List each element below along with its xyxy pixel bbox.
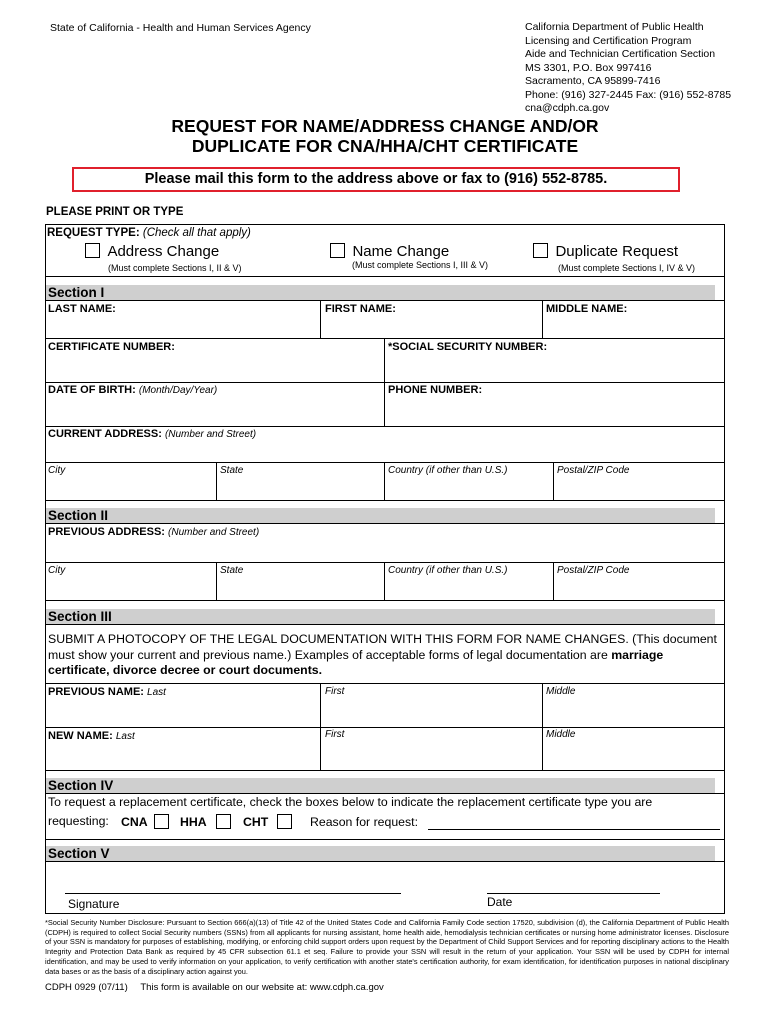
city-field[interactable] — [48, 478, 213, 498]
phone-field[interactable] — [388, 400, 720, 424]
new-first-label: First — [325, 729, 345, 740]
new-first-field[interactable] — [325, 746, 538, 768]
address-change-checkbox[interactable] — [85, 243, 100, 258]
state-field[interactable] — [220, 478, 380, 498]
instructions-text: SUBMIT A PHOTOCOPY OF THE LEGAL DOCUMENTATION WITH THIS FORM FOR NAME CHANGES. (This document must show your current and previous name.) Examples of acceptable forms of legal documentation are — [48, 632, 717, 662]
signature-label: Signature — [68, 897, 120, 911]
prev-state-field[interactable] — [220, 578, 380, 598]
section-5-header: Section V — [45, 846, 715, 861]
cht-label: CHT — [243, 815, 269, 829]
duplicate-request-checkbox[interactable] — [533, 243, 548, 258]
last-name-field[interactable] — [48, 316, 316, 336]
prev-zip-label: Postal/ZIP Code — [557, 565, 630, 576]
new-last-field[interactable] — [48, 746, 316, 768]
dept-line: Sacramento, CA 95899-7416 — [525, 75, 661, 87]
new-middle-field[interactable] — [546, 746, 720, 768]
dept-line: Phone: (916) 327-2445 Fax: (916) 552-8785 — [525, 88, 732, 101]
ssn-field[interactable] — [388, 356, 720, 380]
hha-checkbox[interactable] — [216, 814, 231, 829]
instructions-emphasis: marriage certificate, divorce decree or court documents. — [48, 647, 664, 677]
current-address-field[interactable] — [48, 443, 720, 461]
previous-first-label: First — [325, 686, 345, 697]
request-type-hint: (Check all that apply) — [142, 227, 251, 239]
form-footer — [45, 982, 384, 993]
duplicate-request-note: (Must complete Sections I, IV & V) — [558, 263, 696, 273]
print-instruction: PLEASE PRINT OR TYPE — [46, 206, 184, 218]
dept-line: Aide and Technician Certification Section — [525, 48, 716, 60]
current-address-title: CURRENT ADDRESS: — [48, 428, 162, 440]
signature-field[interactable] — [65, 870, 401, 894]
date-label: Date — [487, 895, 513, 909]
previous-name-label — [48, 686, 166, 698]
agency-name: State of California - Health and Human Services Agency — [50, 22, 311, 34]
duplicate-request-label: Duplicate Request — [555, 243, 679, 260]
ssn-disclosure: *Social Security Number Disclosure: Pursuant to Section 666(a)(13) of Title 42 of the United States Code and California Family Code section 17520, subdivision (d), the California Department of Public Health (CDPH) is required to collect Social Security numbers (SSNs) from all applicants for nursing assistant, home health aide, hemodialysis technician certificates or nursing home administrator licenses. Disclosure of your SSN is mandatory for purposes of establishing, modifying, or enforcing child support orders upon request by the Department of Child Support Services and for reporting disciplinary actions to the Health Integrity and Protection Data Bank as required by 45 CFR subsection 61.1 et seq. Failure to provide your SSN will result in the return of your application. Your SSN will be used by CDPH for internal identification, and may be used to verify information on your application, to verify certification with another state's certification authority, for exam identification, for identification purposes in national disciplinary data bases or as the basis of a disciplinary action against you. — [45, 918, 729, 976]
address-change-option[interactable] — [85, 243, 219, 263]
current-address-label — [48, 428, 256, 440]
mail-notice: Please mail this form to the address above or fax to (916) 552-8785. — [72, 167, 680, 192]
section-3-instructions — [48, 632, 720, 679]
name-change-note: (Must complete Sections I, III & V) — [352, 260, 489, 270]
dept-line: California Department of Public Health — [525, 21, 704, 33]
hha-label: HHA — [180, 815, 207, 829]
name-change-checkbox[interactable] — [330, 243, 345, 258]
first-name-label: FIRST NAME: — [325, 303, 396, 315]
prev-country-label: Country (if other than U.S.) — [388, 565, 508, 576]
request-type-label — [47, 227, 251, 239]
first-name-field[interactable] — [325, 316, 538, 336]
current-address-hint: (Number and Street) — [164, 429, 257, 440]
section-1-header: Section I — [45, 285, 715, 300]
section-4-instructions: To request a replacement certificate, check the boxes below to indicate the replacement certificate type you are — [48, 795, 653, 809]
certificate-number-label: CERTIFICATE NUMBER: — [48, 341, 175, 353]
new-name-label — [48, 730, 135, 742]
previous-name-title: PREVIOUS NAME: — [48, 686, 144, 698]
section-3-header: Section III — [45, 609, 715, 624]
duplicate-request-option[interactable] — [533, 243, 678, 263]
previous-address-title: PREVIOUS ADDRESS: — [48, 526, 165, 538]
middle-name-label: MIDDLE NAME: — [546, 303, 628, 315]
previous-address-field[interactable] — [48, 541, 720, 559]
dept-line: Licensing and Certification Program — [525, 34, 692, 47]
city-label: City — [48, 465, 66, 476]
form-title — [0, 116, 770, 156]
cht-checkbox[interactable] — [277, 814, 292, 829]
section-2-header: Section II — [45, 508, 715, 523]
state-label: State — [220, 465, 244, 476]
country-label: Country (if other than U.S.) — [388, 465, 508, 476]
address-change-label: Address Change — [107, 243, 220, 260]
date-field[interactable] — [487, 870, 660, 894]
prev-zip-field[interactable] — [557, 578, 720, 598]
previous-middle-label: Middle — [546, 686, 576, 697]
name-change-label: Name Change — [352, 243, 450, 260]
prev-state-label: State — [220, 565, 244, 576]
request-type-title: REQUEST TYPE: — [47, 227, 140, 239]
title-line-1: REQUEST FOR NAME/ADDRESS CHANGE AND/OR — [171, 116, 599, 136]
ssn-label: *SOCIAL SECURITY NUMBER: — [388, 341, 548, 353]
previous-middle-field[interactable] — [546, 702, 720, 724]
previous-address-hint: (Number and Street) — [168, 527, 260, 538]
prev-country-field[interactable] — [388, 578, 549, 598]
zip-field[interactable] — [557, 478, 720, 498]
dept-line: cna@cdph.ca.gov — [525, 102, 610, 114]
middle-name-field[interactable] — [546, 316, 720, 336]
country-field[interactable] — [388, 478, 549, 498]
previous-last-hint: Last — [147, 687, 166, 698]
requesting-label: requesting: — [48, 814, 109, 828]
new-middle-label: Middle — [546, 729, 576, 740]
reason-field[interactable] — [428, 813, 720, 830]
dob-label — [48, 384, 217, 396]
dob-field[interactable] — [48, 400, 380, 424]
certificate-number-field[interactable] — [48, 356, 380, 380]
new-name-title: NEW NAME: — [48, 730, 113, 742]
prev-city-field[interactable] — [48, 578, 213, 598]
last-name-label: LAST NAME: — [48, 303, 116, 315]
cna-checkbox[interactable] — [154, 814, 169, 829]
title-line-2: DUPLICATE FOR CNA/HHA/CHT CERTIFICATE — [191, 136, 579, 156]
dob-title: DATE OF BIRTH: — [48, 384, 136, 396]
form-id: CDPH 0929 (07/11) — [45, 982, 128, 993]
new-last-hint: Last — [115, 731, 135, 742]
dept-line: MS 3301, P.O. Box 997416 — [525, 61, 652, 74]
website-note: This form is available on our website at: www.cdph.ca.gov — [140, 982, 384, 993]
previous-first-field[interactable] — [325, 702, 538, 724]
cna-label: CNA — [121, 815, 148, 829]
reason-label: Reason for request: — [310, 815, 419, 829]
section-4-header: Section IV — [45, 778, 715, 793]
department-address — [525, 21, 731, 116]
phone-label: PHONE NUMBER: — [388, 384, 483, 396]
previous-address-label — [48, 526, 259, 538]
zip-label: Postal/ZIP Code — [557, 465, 630, 476]
dob-hint: (Month/Day/Year) — [138, 385, 218, 396]
address-change-note: (Must complete Sections I, II & V) — [108, 263, 242, 273]
previous-last-field[interactable] — [48, 702, 316, 724]
prev-city-label: City — [48, 565, 66, 576]
